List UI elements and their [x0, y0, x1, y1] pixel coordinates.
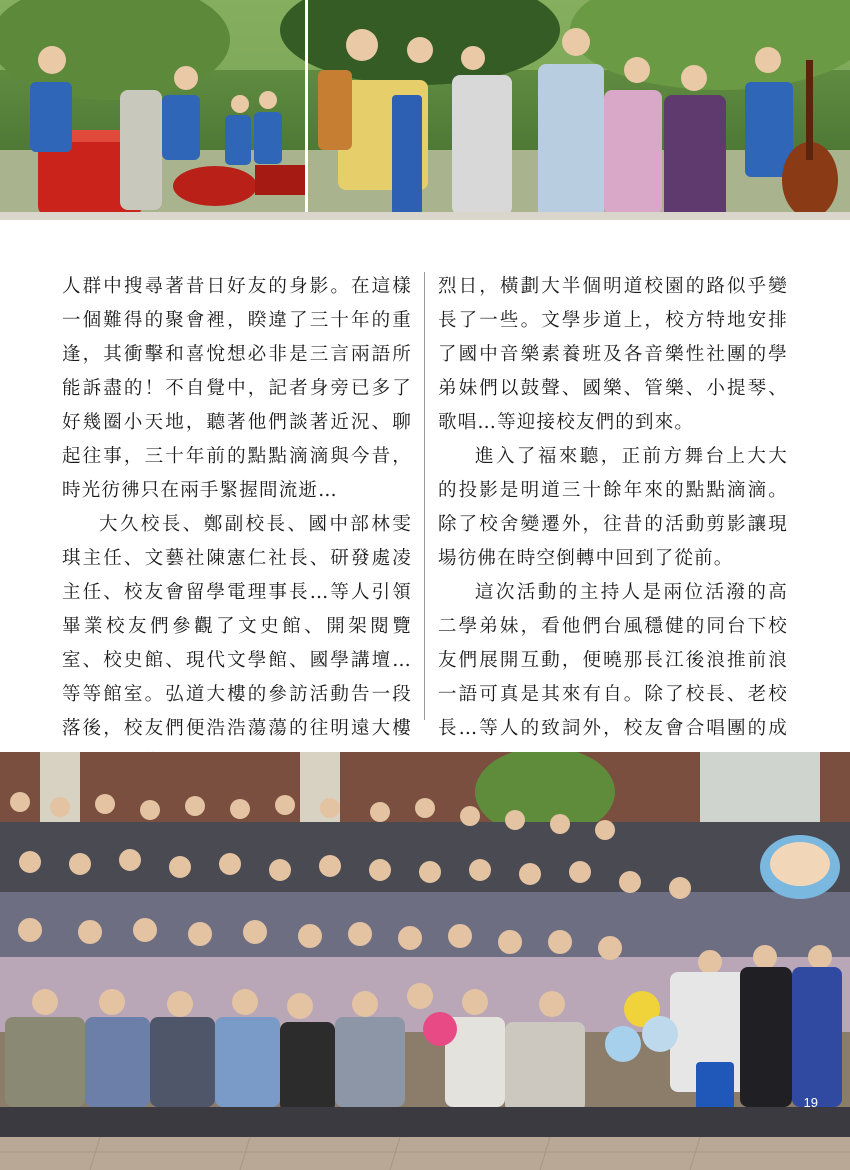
right-paragraph-3: 這次活動的主持人是兩位活潑的高二學弟妹，看他們台風穩健的同台下校友們展開互動，便曉那長江後浪推前浪一語可真是其來有自。除了校長、老校長…等人的致詞外，校友會合唱團的成	[438, 582, 788, 739]
left-paragraph-1: 人群中搜尋著昔日好友的身影。在這樣一個難得的聚會裡，睽違了三十年的重逢，其衝擊和喜悅想必非是三言兩語所能訴盡的！不自覺中，記者身旁已多了好幾圈小天地，聽著他們談著近況、聊起往事，三十年前的點點滴滴與今昔，時光彷彿只在兩手緊握間流逝…	[62, 276, 412, 501]
article-column-left	[62, 270, 412, 780]
left-paragraph-2: 大久校長、鄭副校長、國中部林雯琪主任、文藝社陳憲仁社長、研發處凌主任、校友會留學電理事長…等人引領畢業校友們參觀了文史館、開架閱覽室、校史館、現代文學館、國學講壇…等等館室。弘道大樓的參訪活動告一段落後，校友們便浩浩蕩蕩的往明遠大樓	[62, 514, 412, 739]
page-number: 19	[803, 1095, 818, 1110]
right-paragraph-1: 烈日，橫劃大半個明道校園的路似乎變長了一些。文學步道上，校方特地安排了國中音樂素養班及各音樂性社團的學弟妹們以鼓聲、國樂、管樂、小提琴、歌唱…等迎接校友們的到來。	[438, 276, 788, 433]
right-paragraph-2: 進入了福來聽，正前方舞台上大大的投影是明道三十餘年來的點點滴滴。除了校舍變遷外，往昔的活動剪影讓現場彷佛在時空倒轉中回到了從前。	[438, 446, 788, 569]
article-column-right	[438, 270, 788, 780]
article-body	[0, 270, 850, 739]
top-photo-welcome-performance	[0, 0, 850, 220]
bottom-photo-alumni-group	[0, 752, 850, 1170]
column-divider	[424, 272, 425, 720]
